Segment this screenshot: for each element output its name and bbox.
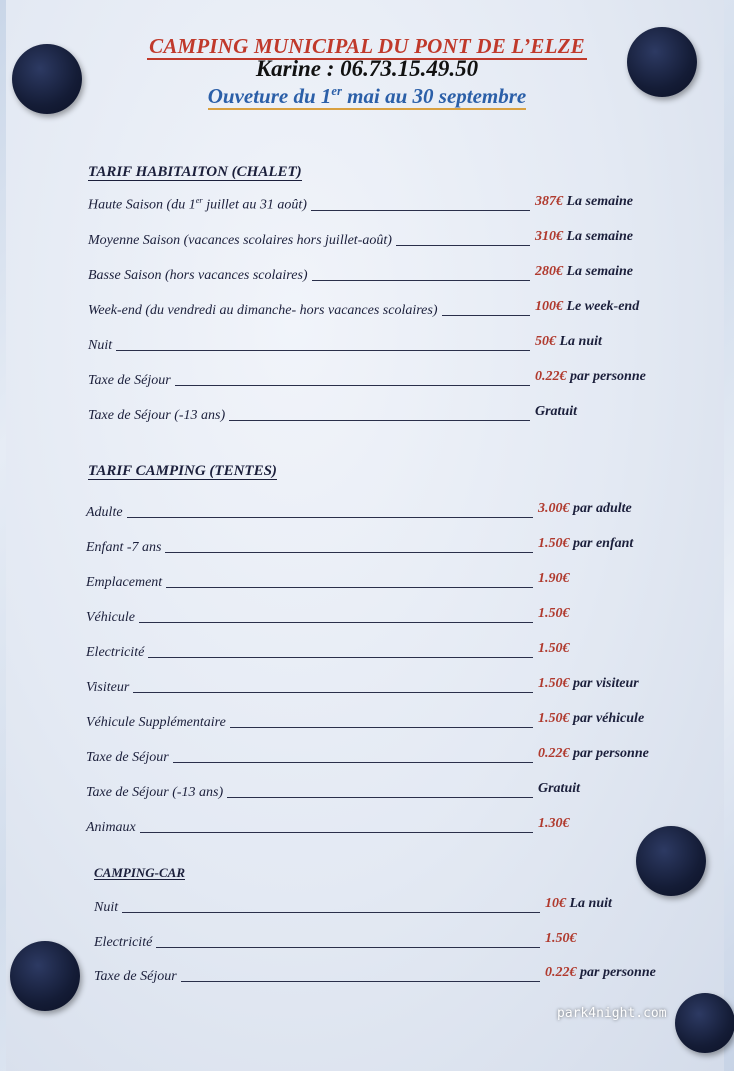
- leader-line: [148, 657, 533, 658]
- row-label: Electricité: [86, 645, 145, 660]
- row-value: [535, 229, 633, 245]
- price-unit: par enfant: [569, 536, 634, 551]
- price-row: [86, 812, 700, 836]
- row-value: [538, 746, 649, 762]
- price-row: [88, 365, 700, 389]
- row-label: Electricité: [94, 934, 153, 950]
- row-value: [538, 641, 570, 657]
- leader-line: [139, 622, 533, 623]
- row-label: Taxe de Séjour (-13 ans): [86, 785, 224, 800]
- row-value: [535, 299, 639, 315]
- price-unit: Gratuit: [535, 404, 578, 419]
- price-row: [86, 637, 700, 661]
- price-unit: Gratuit: [538, 781, 581, 796]
- magnet-bottom-left: [10, 941, 80, 1011]
- leader-line: [396, 245, 530, 246]
- row-value: [538, 571, 570, 587]
- row-value: [535, 264, 633, 280]
- leader-line: [166, 587, 533, 588]
- price-amount: 3.00€: [538, 501, 570, 516]
- section-campingcar-heading: CAMPING-CAR: [94, 865, 186, 880]
- row-value: [535, 369, 646, 385]
- page-title: CAMPING MUNICIPAL DU PONT DE L’ELZE: [149, 34, 585, 58]
- price-unit: par personne: [569, 746, 649, 761]
- price-amount: 0.22€: [535, 369, 567, 384]
- price-row: [88, 295, 700, 319]
- section-chalet-heading: TARIF HABITAITON (CHALET): [88, 164, 302, 180]
- price-amount: 50€: [535, 334, 556, 349]
- price-row: [86, 672, 700, 696]
- price-unit: par personne: [576, 965, 656, 980]
- row-label: Emplacement: [86, 575, 163, 590]
- magnet-bottom-right: [675, 993, 734, 1053]
- row-label: Animaux: [86, 820, 136, 835]
- leader-line: [230, 727, 533, 728]
- row-value: [545, 931, 577, 947]
- row-label: Taxe de Séjour: [88, 373, 171, 388]
- price-amount: 1.50€: [538, 641, 570, 656]
- price-unit: Le week-end: [563, 299, 640, 314]
- price-amount: 1.30€: [538, 816, 570, 831]
- price-amount: 310€: [535, 229, 563, 244]
- leader-line: [227, 797, 533, 798]
- price-row: [86, 497, 700, 521]
- price-row: [94, 961, 700, 985]
- price-row: [88, 260, 700, 284]
- price-amount: 0.22€: [538, 746, 570, 761]
- price-unit: par adulte: [569, 501, 632, 516]
- price-unit: La semaine: [563, 264, 633, 279]
- price-row: [86, 602, 700, 626]
- price-row: [94, 892, 700, 916]
- row-value: [538, 606, 570, 622]
- price-row: [86, 742, 700, 766]
- price-row: [88, 400, 700, 424]
- row-label: Nuit: [94, 900, 119, 915]
- leader-line: [165, 552, 533, 553]
- leader-line: [312, 280, 530, 281]
- price-row: [86, 532, 700, 556]
- row-label: Moyenne Saison (vacances scolaires hors juillet-août): [88, 233, 392, 248]
- price-amount: 1.50€: [538, 536, 570, 551]
- row-value: [538, 536, 633, 552]
- price-amount: 0.22€: [545, 965, 577, 980]
- row-value: [538, 781, 580, 797]
- price-amount: 280€: [535, 264, 563, 279]
- row-label: Enfant -7 ans: [86, 540, 162, 555]
- price-amount: 1.90€: [538, 571, 570, 586]
- section-tents-heading: TARIF CAMPING (TENTES): [88, 463, 277, 479]
- price-amount: 10€: [545, 896, 566, 911]
- price-amount: 100€: [535, 299, 563, 314]
- price-unit: par visiteur: [569, 676, 639, 691]
- row-value: [535, 334, 602, 350]
- row-label: Visiteur: [86, 680, 130, 695]
- price-amount: 1.50€: [538, 711, 570, 726]
- row-label: Véhicule: [86, 610, 135, 625]
- leader-line: [229, 420, 530, 421]
- row-label: Haute Saison (du 1er juillet au 31 août): [88, 196, 307, 213]
- price-row: [88, 330, 700, 354]
- leader-line: [140, 832, 533, 833]
- row-value: [538, 501, 632, 517]
- price-amount: 1.50€: [538, 676, 570, 691]
- price-unit: par véhicule: [569, 711, 645, 726]
- row-value: [545, 965, 656, 981]
- watermark: park4night.com: [557, 1006, 667, 1021]
- price-unit: La semaine: [563, 229, 633, 244]
- opening-dates: Ouveture du 1er mai au 30 septembre: [207, 84, 527, 108]
- price-unit: La semaine: [563, 194, 633, 209]
- price-row: [88, 225, 700, 249]
- price-amount: 1.50€: [538, 606, 570, 621]
- row-value: [535, 404, 577, 420]
- price-row: [94, 927, 700, 951]
- leader-line: [116, 350, 530, 351]
- price-amount: 387€: [535, 194, 563, 209]
- price-row: [88, 190, 700, 214]
- row-value: [538, 816, 570, 832]
- contact-phone: Karine : 06.73.15.49.50: [255, 56, 479, 81]
- magnet-mid-right: [636, 826, 706, 896]
- row-value: [538, 676, 639, 692]
- row-label: Nuit: [88, 338, 113, 353]
- price-row: [86, 707, 700, 731]
- leader-line: [122, 912, 540, 913]
- price-unit: La nuit: [566, 896, 612, 911]
- price-row: [86, 567, 700, 591]
- row-label: Taxe de Séjour (-13 ans): [88, 408, 226, 423]
- leader-line: [127, 517, 533, 518]
- leader-line: [173, 762, 533, 763]
- leader-line: [156, 947, 540, 948]
- row-label: Véhicule Supplémentaire: [86, 715, 226, 730]
- leader-line: [181, 981, 540, 982]
- row-label: Adulte: [86, 505, 123, 520]
- row-label: Taxe de Séjour: [94, 969, 177, 984]
- row-value: [538, 711, 644, 727]
- price-amount: 1.50€: [545, 930, 577, 946]
- leader-line: [175, 385, 530, 386]
- leader-line: [133, 692, 533, 693]
- price-unit: par personne: [566, 369, 646, 384]
- price-row: [86, 777, 700, 801]
- leader-line: [311, 210, 530, 211]
- row-label: Basse Saison (hors vacances scolaires): [88, 268, 308, 283]
- row-value: [535, 194, 633, 210]
- row-value: [545, 896, 612, 912]
- price-unit: La nuit: [556, 334, 602, 349]
- row-label: Taxe de Séjour: [86, 750, 169, 765]
- leader-line: [442, 315, 530, 316]
- row-label: Week-end (du vendredi au dimanche- hors vacances scolaires): [88, 303, 438, 318]
